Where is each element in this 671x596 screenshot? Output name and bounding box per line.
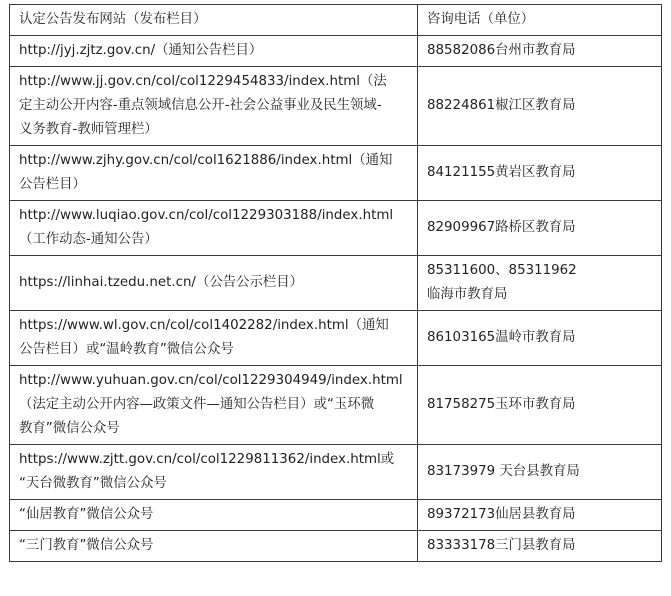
table-row bbox=[10, 311, 662, 366]
contact-text: 88582086台州市教育局 bbox=[427, 43, 576, 58]
contact-cell bbox=[418, 201, 662, 256]
site-text: http://www.zjhy.gov.cn/col/col1621886/index.html（通知 bbox=[19, 153, 393, 168]
site-text: “天台微教育”微信公众号 bbox=[19, 476, 167, 491]
contact-text: 84121155黄岩区教育局 bbox=[427, 165, 576, 180]
contact-cell bbox=[418, 36, 662, 67]
site-text: https://www.zjtt.gov.cn/col/col1229811362/index.html或 bbox=[19, 452, 395, 467]
site-text: 义务教育-教师管理栏） bbox=[19, 122, 158, 137]
site-text: 公告栏目） bbox=[19, 177, 86, 192]
contact-cell bbox=[418, 311, 662, 366]
site-cell bbox=[10, 311, 418, 366]
site-text: 公告栏目）或“温岭教育”微信公众号 bbox=[19, 342, 234, 357]
site-text: https://linhai.tzedu.net.cn/（公告公示栏目） bbox=[19, 275, 304, 290]
site-text: 教育”微信公众号 bbox=[19, 421, 120, 436]
table-row bbox=[10, 67, 662, 146]
contact-text: 88224861椒江区教育局 bbox=[427, 98, 576, 113]
contact-cell bbox=[418, 256, 662, 311]
table-row bbox=[10, 531, 662, 562]
contact-text: 85311600、85311962 bbox=[427, 263, 577, 278]
contact-text: 82909967路桥区教育局 bbox=[427, 220, 576, 235]
site-cell bbox=[10, 256, 418, 311]
table-row bbox=[10, 201, 662, 256]
table-body bbox=[10, 36, 662, 562]
site-cell bbox=[10, 366, 418, 445]
contact-text: 81758275玉环市教育局 bbox=[427, 397, 576, 412]
site-cell bbox=[10, 531, 418, 562]
table-row bbox=[10, 500, 662, 531]
site-cell bbox=[10, 445, 418, 500]
site-cell bbox=[10, 201, 418, 256]
site-cell bbox=[10, 36, 418, 67]
site-text: “三门教育”微信公众号 bbox=[19, 538, 154, 553]
contact-cell bbox=[418, 531, 662, 562]
contact-cell bbox=[418, 67, 662, 146]
site-text: 定主动公开内容-重点领域信息公开-社会公益事业及民生领域- bbox=[19, 98, 382, 113]
table-row bbox=[10, 256, 662, 311]
contact-text: 86103165温岭市教育局 bbox=[427, 330, 576, 345]
site-text: （法定主动公开内容—政策文件—通知公告栏目）或“玉环微 bbox=[19, 397, 375, 412]
site-text: http://www.yuhuan.gov.cn/col/col1229304949/index.html bbox=[19, 373, 403, 388]
site-text: “仙居教育”微信公众号 bbox=[19, 507, 154, 522]
site-text: http://www.jj.gov.cn/col/col1229454833/index.html（法 bbox=[19, 74, 387, 89]
site-cell bbox=[10, 500, 418, 531]
contact-table-container bbox=[9, 4, 642, 562]
site-cell bbox=[10, 146, 418, 201]
table-row bbox=[10, 445, 662, 500]
contact-text: 临海市教育局 bbox=[427, 287, 508, 302]
header-site: 认定公告发布网站（发布栏目） bbox=[10, 5, 418, 36]
site-text: http://www.luqiao.gov.cn/col/col1229303188/index.html bbox=[19, 208, 394, 223]
contact-cell bbox=[418, 366, 662, 445]
table-row bbox=[10, 146, 662, 201]
contact-text: 89372173仙居县教育局 bbox=[427, 507, 576, 522]
header-contact: 咨询电话（单位） bbox=[418, 5, 662, 36]
contact-cell bbox=[418, 500, 662, 531]
site-text: https://www.wl.gov.cn/col/col1402282/index.html（通知 bbox=[19, 318, 389, 333]
site-text: （工作动态-通知公告） bbox=[19, 232, 158, 247]
table-header-row bbox=[10, 5, 662, 36]
contact-text: 83173979 天台县教育局 bbox=[427, 464, 580, 479]
contact-text: 83333178三门县教育局 bbox=[427, 538, 576, 553]
table-row bbox=[10, 366, 662, 445]
table-row bbox=[10, 36, 662, 67]
site-text: http://jyj.zjtz.gov.cn/（通知公告栏目） bbox=[19, 43, 263, 58]
site-cell bbox=[10, 67, 418, 146]
contact-cell bbox=[418, 445, 662, 500]
contact-table bbox=[9, 4, 662, 562]
contact-cell bbox=[418, 146, 662, 201]
